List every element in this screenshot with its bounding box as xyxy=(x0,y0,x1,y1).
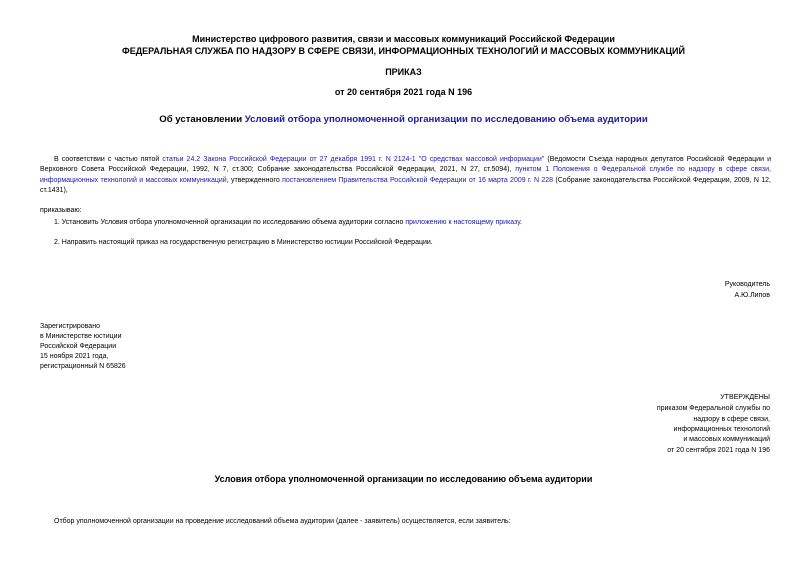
order-item-2: 2. Направить настоящий приказ на государственную регистрацию в Министерство юстиции Российской Федерации. xyxy=(54,239,433,246)
order-word: приказываю: xyxy=(40,207,82,214)
order-item-1 xyxy=(54,218,522,228)
registration-line-1: Зарегистрировано xyxy=(40,323,100,330)
approved-line-4: информационных технологий xyxy=(673,426,770,433)
preamble-paragraph xyxy=(40,155,771,196)
approved-line-2: приказом Федеральной службы по xyxy=(656,405,770,412)
resolution-link[interactable]: постановлением Правительства Российской Федерации от 16 марта 2009 г. N 228 xyxy=(282,176,554,184)
registration-line-3: Российской Федерации xyxy=(40,343,117,350)
approved-line-3: надзору в сфере связи, xyxy=(693,416,770,423)
approved-line-6: от 20 сентября 2021 года N 196 xyxy=(667,447,770,454)
conditions-title: Условия отбора уполномоченной организации по исследованию объема аудитории xyxy=(214,474,593,484)
registration-line-4: 15 ноября 2021 года, xyxy=(40,353,109,360)
approved-line-5: и массовых коммуникаций xyxy=(683,436,770,443)
regulation-link[interactable]: пунктом 1 Положения о Федеральной службе по надзору в сфере связи, информационных технологий и массовых коммуникаций xyxy=(40,166,771,184)
title-prefix: Об установлении xyxy=(159,114,245,125)
registration-line-5: регистрационный N 65826 xyxy=(40,363,126,370)
preamble-text-1: В соответствии с частью пятой xyxy=(54,156,163,163)
ministry-heading: Министерство цифрового развития, связи и массовых коммуникаций Российской Федерации xyxy=(192,34,615,44)
conditions-intro: Отбор уполномоченной организации на проведение исследований объема аудитории (далее - заявитель) осуществляется, если заявитель: xyxy=(54,518,511,525)
approved-line-1: УТВЕРЖДЕНЫ xyxy=(720,394,770,401)
signature-position: Руководитель xyxy=(724,281,770,288)
title-link[interactable]: Условий отбора уполномоченной организации по исследованию объема аудитории xyxy=(244,114,648,125)
item1-text: 1. Установить Условия отбора уполномоченной организации по исследованию объема аудитории согласно xyxy=(54,219,406,226)
item1-end: . xyxy=(520,219,522,226)
preamble-text-3: , утвержденного xyxy=(226,176,283,184)
law-link[interactable]: статьи 24.2 Закона Российской Федерации от 27 декабря 1991 г. N 2124-1 "О средствах массовой информации" xyxy=(162,156,545,163)
doc-date-number: от 20 сентября 2021 года N 196 xyxy=(334,87,473,97)
signature-name: А.Ю.Липов xyxy=(734,292,770,299)
document-title xyxy=(0,114,807,125)
preamble-text-2: (Ведомости Съезда народных депутатов Российской Федерации и Верховного Совета Российской Федерации, 1992, N 7, ст.300; Собрание законодательства Российской Федерации, 2021, N 27, ст.5094), xyxy=(40,156,771,174)
preamble-text-4: (Собрание законодательства Российской Федерации, 2009, N 12, ст.1431), xyxy=(40,176,771,194)
doc-type: ПРИКАЗ xyxy=(385,67,422,77)
appendix-link[interactable]: приложению к настоящему приказу xyxy=(405,219,521,226)
service-heading: ФЕДЕРАЛЬНАЯ СЛУЖБА ПО НАДЗОРУ В СФЕРЕ СВЯЗИ, ИНФОРМАЦИОННЫХ ТЕХНОЛОГИЙ И МАССОВЫХ КОММУНИКАЦИЙ xyxy=(122,46,685,56)
registration-line-2: в Министерстве юстиции xyxy=(40,333,122,340)
